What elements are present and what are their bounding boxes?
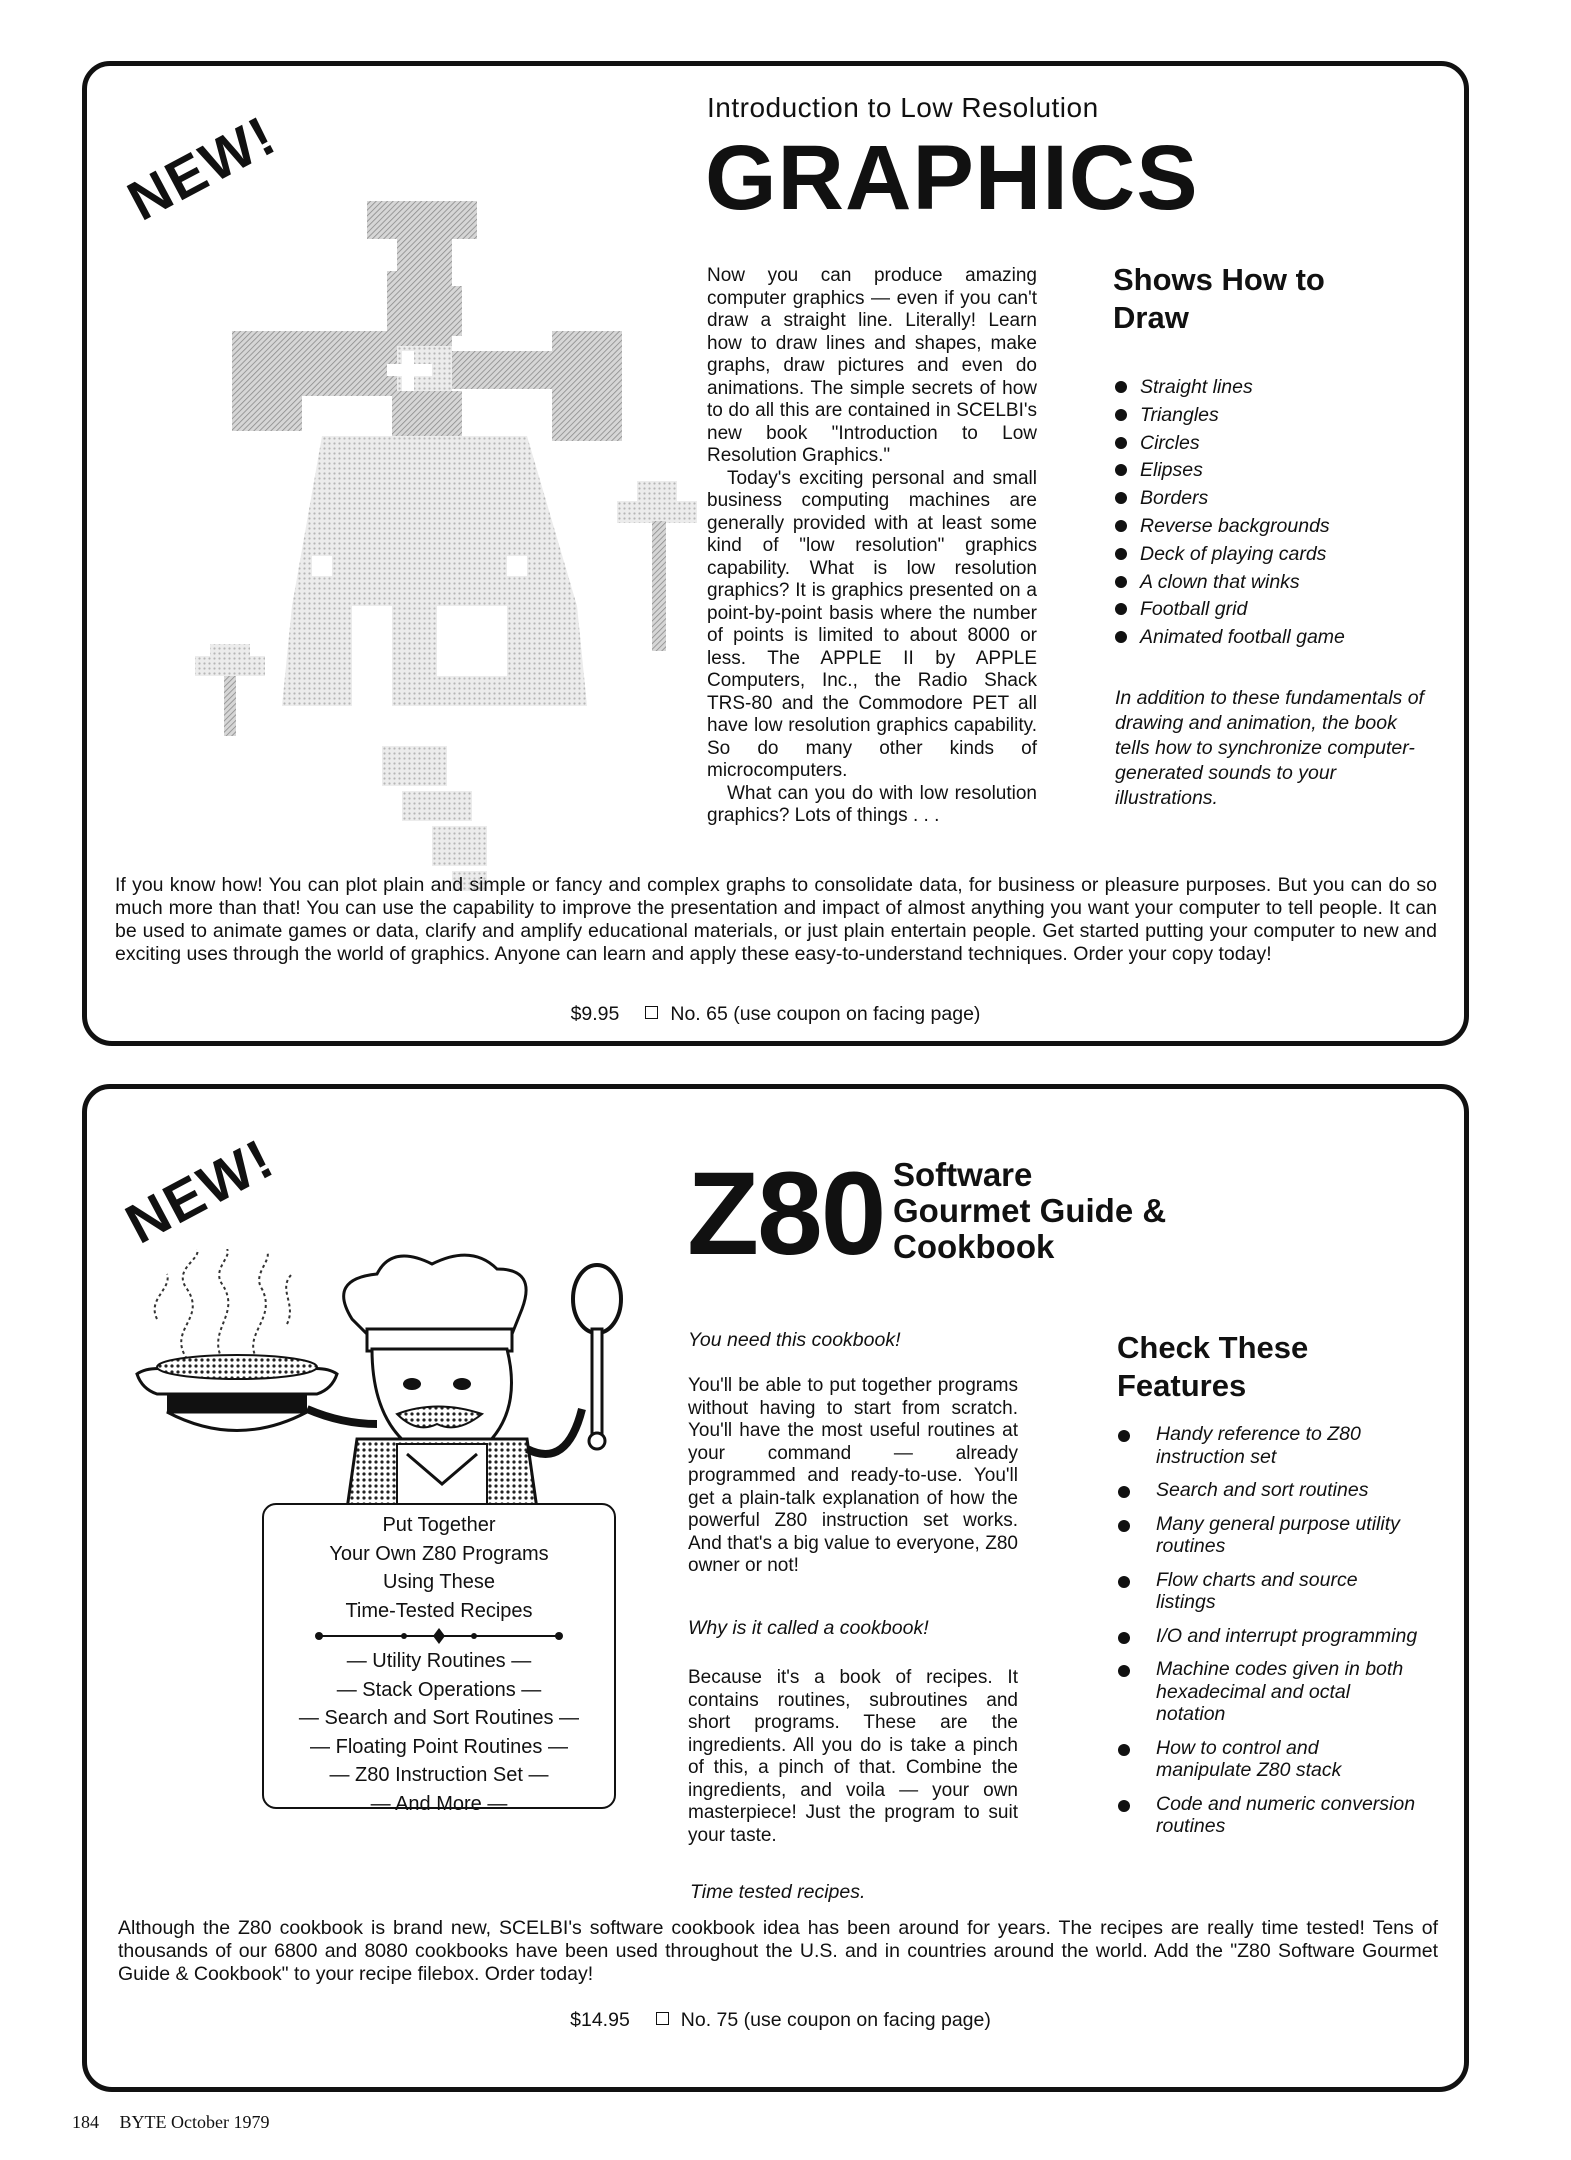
- section-text: Because it's a book of recipes. It contains routines, subroutines and short programs. These are the ingredients. All you do is take a pinch of this, a pinch of that. Combine the ingredients, and voila — your own masterpiece! Just the program to suit your taste.: [688, 1667, 1018, 1846]
- section-heading: You need this cookbook!: [688, 1329, 901, 1351]
- features-list: [1118, 1423, 1418, 1849]
- feature-item: Football grid: [1115, 596, 1435, 624]
- z80-logo: Z80: [687, 1148, 885, 1280]
- ornamental-divider: [309, 1627, 569, 1645]
- order-line: [87, 2009, 1474, 2032]
- description-paragraph: What can you do with low resolution graphics? Lots of things . . .: [707, 782, 1037, 826]
- recipe-box-line: Using These: [383, 1571, 495, 1593]
- recipe-box-line: Put Together: [382, 1514, 496, 1536]
- page-footer: [72, 2112, 269, 2133]
- order-line: [87, 1003, 1464, 1026]
- new-badge: NEW!: [115, 1126, 284, 1256]
- graphics-book-ad: [82, 61, 1469, 1046]
- features-list: [1115, 374, 1435, 652]
- feature-item: Deck of playing cards: [1115, 541, 1435, 569]
- windmill-pixel-illustration: [107, 136, 767, 906]
- recipe-item: — And More —: [370, 1792, 508, 1815]
- recipe-item: — Search and Sort Routines —: [298, 1707, 580, 1729]
- section-text: You'll be able to put together programs without having to start from scratch. You'll have the most useful routines at your command — already programmed and ready-to-use. You'll get a plain-talk explanation of how the powerful Z80 instruction set works. And that's a big value to everyone, Z80 owner or not!: [688, 1375, 1018, 1576]
- feature-item: Triangles: [1115, 402, 1435, 430]
- recipe-box: [262, 1503, 616, 1815]
- feature-item: Circles: [1115, 430, 1435, 458]
- feature-item: Borders: [1115, 485, 1435, 513]
- section-heading: Time tested recipes.: [690, 1881, 866, 1903]
- book-summary: Although the Z80 cookbook is brand new, SCELBI's software cookbook idea has been around for years. The recipes are really time tested! Tens of thousands of our 6800 and 8080 cookbooks have been used throughout the U.S. and in countries around the world. Add the "Z80 Software Gourmet Guide & Cookbook" to your recipe filebox. Order today!: [118, 1917, 1438, 1985]
- feature-item: Many general purpose utility routines: [1118, 1513, 1418, 1558]
- feature-item: Straight lines: [1115, 374, 1435, 402]
- title-line: Cookbook: [893, 1228, 1055, 1265]
- feature-item: Search and sort routines: [1118, 1479, 1418, 1502]
- magazine-issue: BYTE October 1979: [119, 2112, 270, 2132]
- price: $14.95: [570, 2009, 630, 2031]
- section-heading: Why is it called a cookbook!: [688, 1617, 929, 1639]
- feature-item: Animated football game: [1115, 624, 1435, 652]
- title-line: Gourmet Guide &: [893, 1192, 1167, 1229]
- feature-item: A clown that winks: [1115, 569, 1435, 597]
- feature-item: Handy reference to Z80 instruction set: [1118, 1423, 1418, 1468]
- z80-cookbook-ad: [82, 1084, 1469, 2092]
- book-kicker: Introduction to Low Resolution: [707, 92, 1099, 123]
- feature-item: How to control and manipulate Z80 stack: [1118, 1737, 1418, 1782]
- order-number: No. 75 (use coupon on facing page): [680, 2009, 991, 2031]
- new-badge: NEW!: [117, 103, 286, 233]
- features-heading: Shows How to Draw: [1113, 262, 1325, 335]
- features-note: In addition to these fundamentals of drawing and animation, the book tells how to synchronize computer-generated sounds to your illustrations.: [1115, 687, 1424, 809]
- book-summary: If you know how! You can plot plain and simple or fancy and complex graphs to consolidate data, for business or pleasure purposes. But you can do so much more than that! You can use the capability to improve the presentation and impact of almost anything you want your computer to tell people. It can be used to animate games or data, clarify and amplify educational materials, or just plain entertain people. Get started putting your computer to new and exciting uses through the world of graphics. Anyone can learn and apply these easy-to-understand techniques. Order your copy today!: [115, 874, 1437, 965]
- recipe-item: — Floating Point Routines —: [310, 1735, 568, 1758]
- feature-item: Code and numeric conversion routines: [1118, 1793, 1418, 1838]
- order-checkbox[interactable]: [645, 1006, 658, 1019]
- recipe-item: — Stack Operations —: [336, 1678, 542, 1701]
- order-checkbox[interactable]: [656, 2012, 669, 2025]
- feature-item: Reverse backgrounds: [1115, 513, 1435, 541]
- book-description: [707, 265, 1037, 828]
- recipe-box-line: Your Own Z80 Programs: [329, 1542, 549, 1565]
- book-title: GRAPHICS: [705, 127, 1199, 229]
- feature-item: Elipses: [1115, 457, 1435, 485]
- feature-item: I/O and interrupt programming: [1118, 1625, 1418, 1648]
- page-number: 184: [72, 2112, 99, 2132]
- feature-item: Machine codes given in both hexadecimal and octal notation: [1118, 1658, 1418, 1726]
- order-number: No. 65 (use coupon on facing page): [670, 1003, 981, 1025]
- features-heading: Check These Features: [1117, 1330, 1309, 1403]
- recipe-box-line: Time-Tested Recipes: [345, 1599, 533, 1622]
- title-line: Software: [893, 1156, 1033, 1193]
- recipe-item: — Z80 Instruction Set —: [329, 1764, 549, 1786]
- price: $9.95: [570, 1003, 620, 1025]
- feature-item: Flow charts and source listings: [1118, 1569, 1418, 1614]
- description-paragraph: Today's exciting personal and small business computing machines are generally provided with at least some kind of "low resolution" graphics capability. What is low resolution graphics? It is graphics presented on a point-by-point basis where the number of points is limited to about 8000 or less. The APPLE II by APPLE Computers, Inc., the Radio Shack TRS-80 and the Commodore PET all have low resolution graphics capability. So do many other kinds of microcomputers.: [707, 467, 1037, 781]
- description-paragraph: Now you can produce amazing computer graphics — even if you can't draw a straight line. Literally! Learn how to draw lines and shapes, make graphs, draw pictures and even do animations. The simple secrets of how to do all this are contained in SCELBI's new book "Introduction to Low Resolution Graphics.": [707, 265, 1037, 466]
- recipe-item: — Utility Routines —: [346, 1650, 532, 1672]
- book-title: [893, 1157, 1166, 1265]
